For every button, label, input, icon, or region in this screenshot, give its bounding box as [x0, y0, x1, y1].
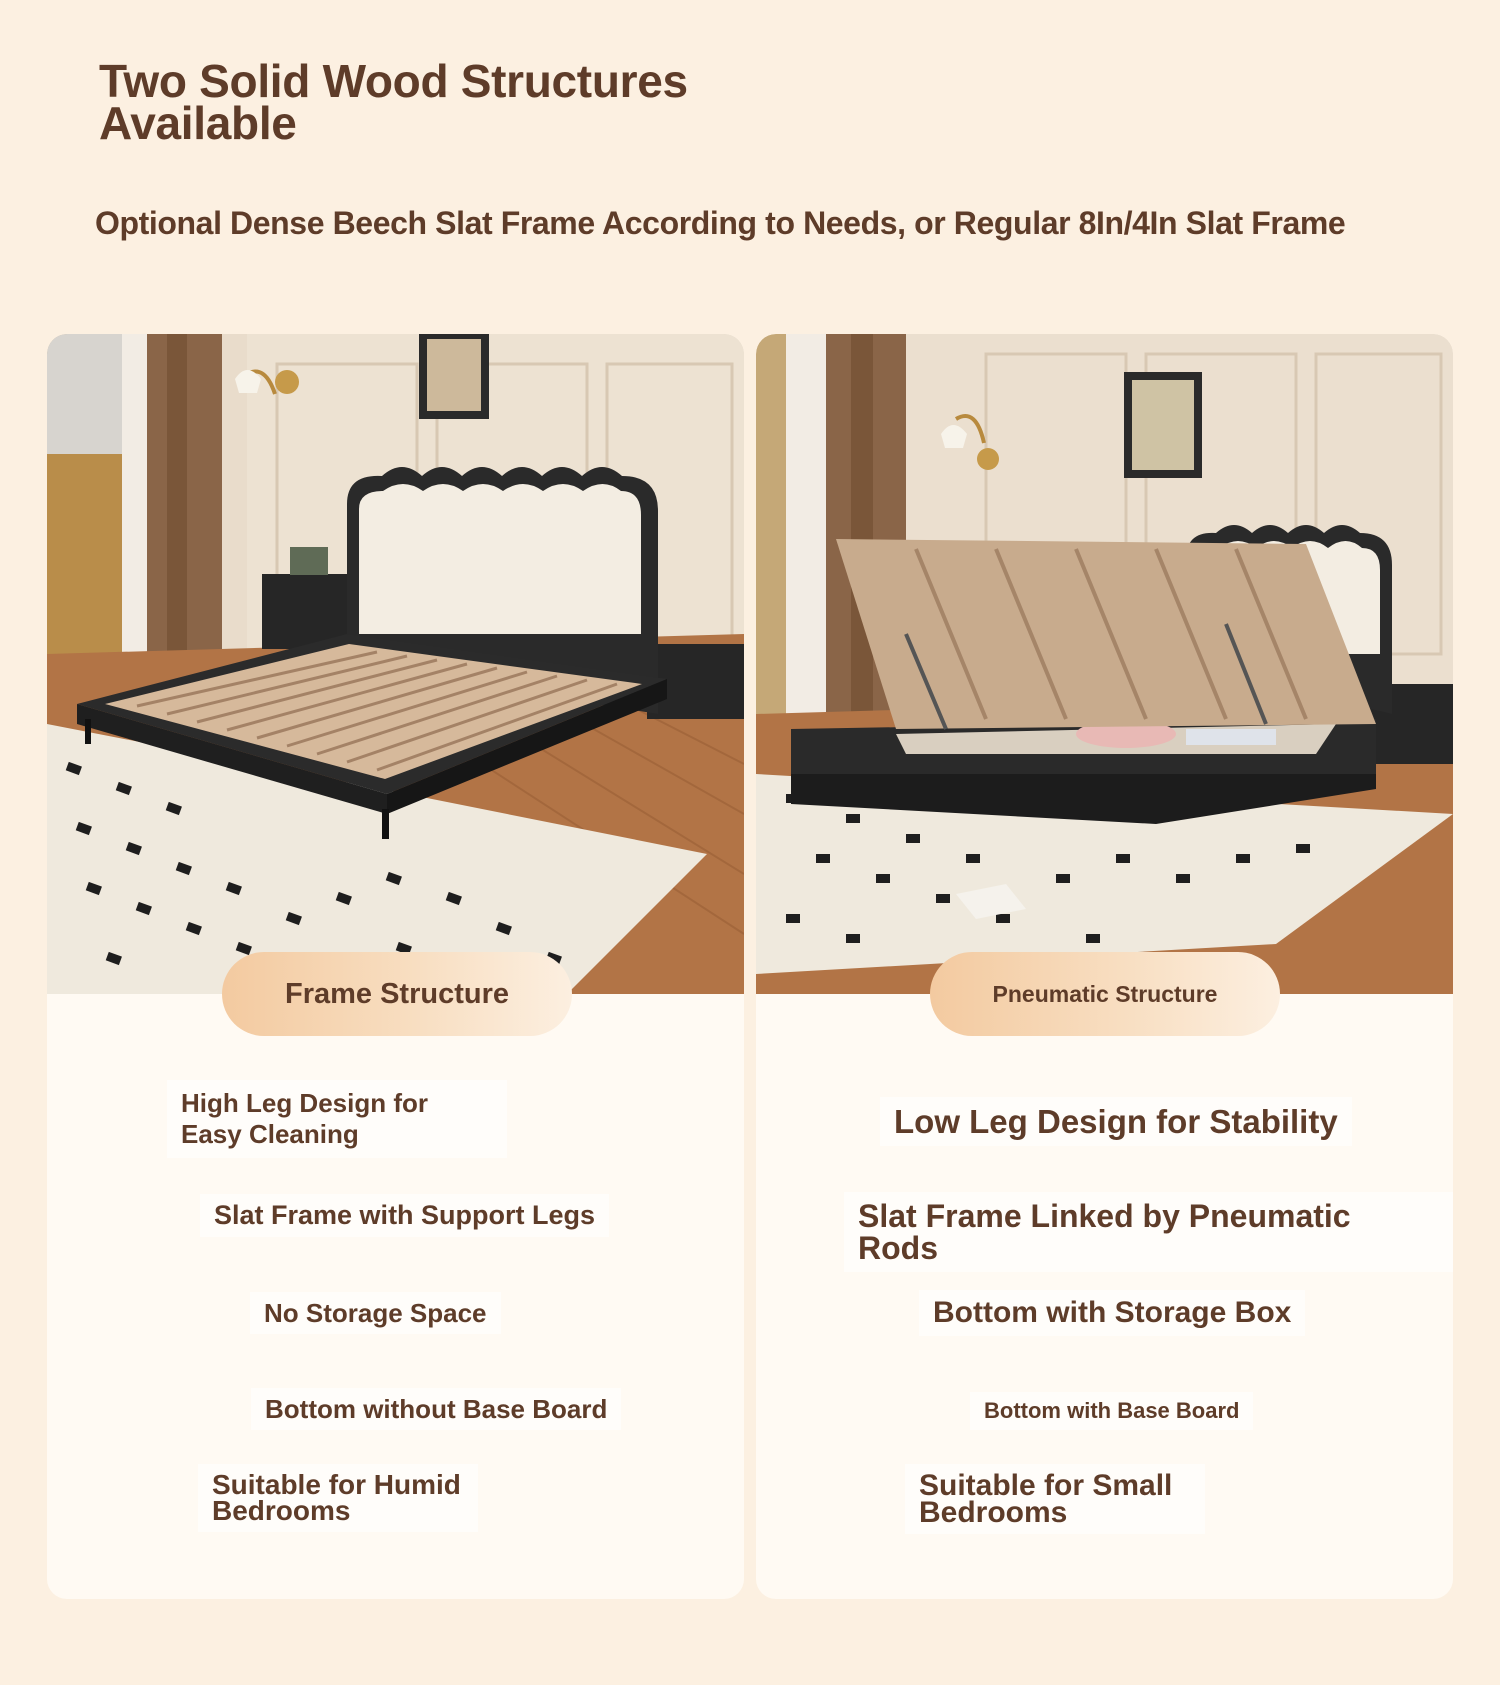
bed-frame-illustration — [47, 334, 744, 994]
pneumatic-structure-bed-photo — [756, 334, 1453, 994]
storage-bed-illustration — [756, 334, 1453, 994]
feature-item: Slat Frame with Support Legs — [200, 1194, 609, 1237]
frame-structure-label: Frame Structure — [222, 952, 572, 1036]
frame-structure-bed-photo — [47, 334, 744, 994]
feature-item: No Storage Space — [250, 1292, 501, 1334]
feature-item: Suitable for Humid Bedrooms — [198, 1464, 478, 1532]
feature-item: Bottom without Base Board — [251, 1388, 621, 1430]
pneumatic-structure-card — [756, 334, 1453, 1599]
page-subtitle: Optional Dense Beech Slat Frame According to Needs, or Regular 8In/4In Slat Frame — [95, 205, 1346, 241]
feature-item: Low Leg Design for Stability — [880, 1097, 1352, 1146]
feature-item: Suitable for Small Bedrooms — [905, 1464, 1205, 1534]
frame-structure-card — [47, 334, 744, 1599]
page-title: Two Solid Wood Structures Available — [99, 55, 688, 149]
feature-item: Slat Frame Linked by Pneumatic Rods — [844, 1192, 1453, 1272]
pneumatic-structure-label: Pneumatic Structure — [930, 952, 1280, 1036]
feature-item: Bottom with Base Board — [970, 1392, 1253, 1430]
feature-item: Bottom with Storage Box — [919, 1290, 1305, 1336]
feature-item: High Leg Design for Easy Cleaning — [167, 1080, 507, 1158]
